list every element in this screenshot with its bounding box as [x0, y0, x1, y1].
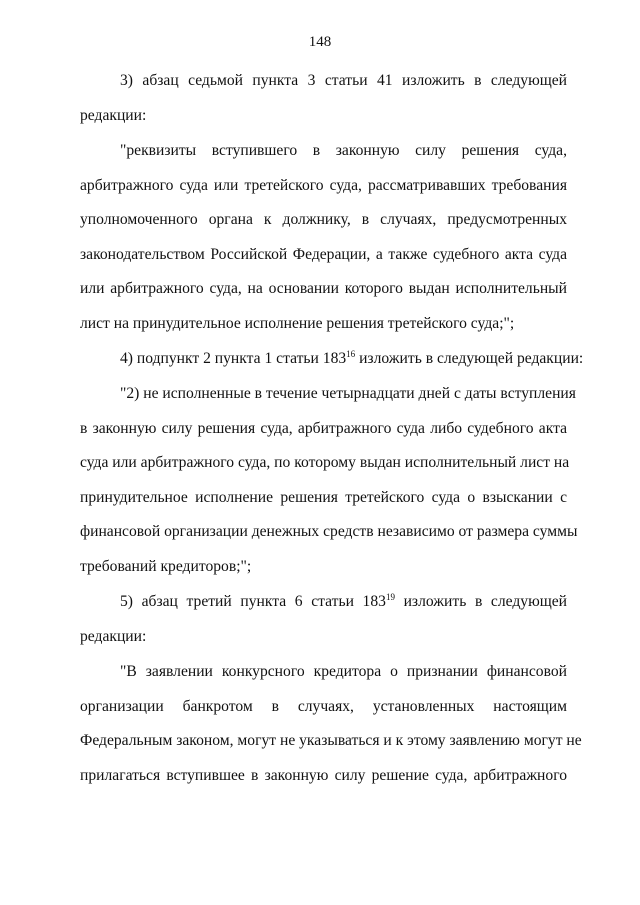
text-line: "В заявлении конкурсного кредитора о признании финансовой: [120, 663, 567, 680]
text-line: 3) абзац седьмой пункта 3 статьи 41 изложить в следующей: [120, 72, 567, 89]
paragraph-item-5: [80, 585, 567, 654]
text-segment: изложить в следующей редакции:: [355, 350, 584, 367]
text-line: редакции:: [80, 106, 147, 124]
text-line: уполномоченного органа к должнику, в случаях, предусмотренных: [80, 211, 567, 228]
text-line: "реквизиты вступившего в законную силу решения суда,: [120, 142, 567, 159]
paragraph-item-3: [80, 64, 567, 133]
quoted-paragraph-item-5: [80, 655, 582, 793]
text-line: финансовой организации денежных средств независимо от размера суммы: [80, 523, 578, 540]
superscript: 19: [385, 591, 395, 602]
text-line: лист на принудительное исполнение решения третейского суда;";: [80, 314, 515, 332]
text-line-with-superscript: [80, 342, 584, 377]
text-segment: изложить в следующей: [394, 593, 568, 610]
page-number: 148: [308, 34, 332, 50]
quoted-paragraph-item-4: [80, 377, 578, 584]
text-line: суда или арбитражного суда, по которому выдан исполнительный лист на: [80, 454, 570, 471]
paragraph-item-4: [80, 342, 584, 377]
text-line: или арбитражного суда, на основании которого выдан исполнительный: [80, 280, 567, 297]
text-line: принудительное исполнение решения третейского суда о взыскании с: [80, 488, 567, 506]
text-line: законодательством Российской Федерации, а также судебного акта суда: [80, 245, 567, 263]
text-line: требований кредиторов;";: [80, 557, 252, 575]
text-line: организации банкротом в случаях, установленных настоящим: [80, 697, 567, 715]
text-line: "2) не исполненные в течение четырнадцати дней с даты вступления: [120, 385, 576, 402]
text-line: редакции:: [80, 627, 147, 645]
quoted-paragraph-item-3: [80, 134, 567, 341]
text-line-with-superscript: [80, 585, 567, 620]
text-segment: 4) подпункт 2 пункта 1 статьи 183: [120, 350, 347, 367]
superscript: 16: [346, 348, 356, 359]
text-segment: 5) абзац третий пункта 6 статьи 183: [120, 593, 386, 610]
text-line: Федеральным законом, могут не указываться и к этому заявлению могут не: [80, 732, 582, 749]
text-line: арбитражного суда или третейского суда, рассматривавших требования: [80, 176, 567, 194]
text-line: в законную силу решения суда, арбитражного суда либо судебного акта: [80, 419, 567, 437]
text-line: прилагаться вступившее в законную силу решение суда, арбитражного: [80, 766, 567, 784]
